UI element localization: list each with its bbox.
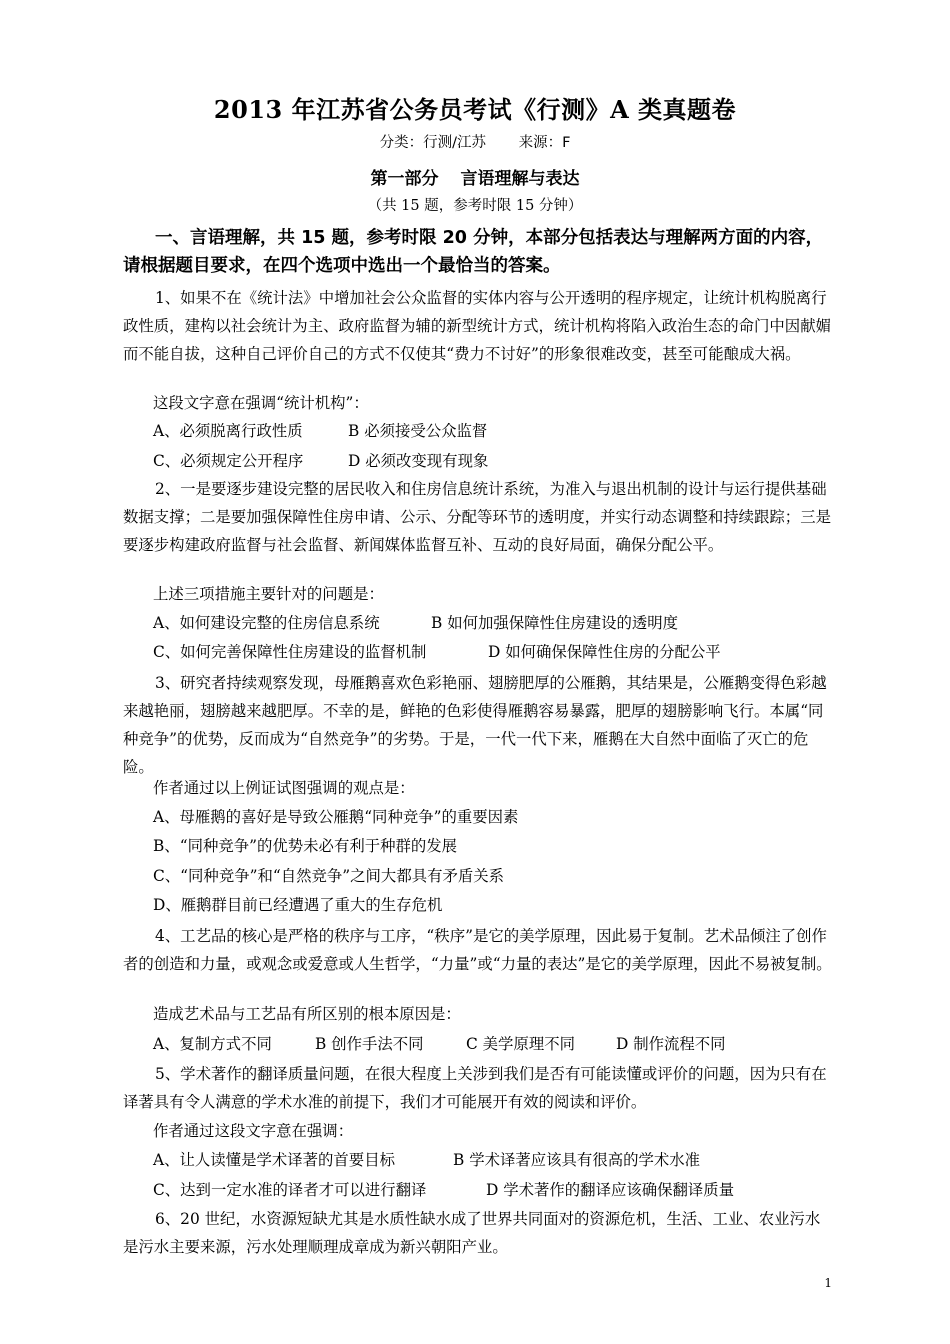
- question-6-text: [123, 1205, 835, 1261]
- question-5-prompt: 作者通过这段文字意在强调：: [153, 1122, 354, 1140]
- question-3-prompt: 作者通过以上例证试图强调的观点是：: [153, 779, 415, 797]
- option-a: A、复制方式不同: [153, 1035, 272, 1053]
- question-stem: 2、一是要逐步建设完整的居民收入和住房信息统计系统，为准入与退出机制的设计与运行提供基础数据支撑；二是要加强保障性住房申请、公示、分配等环节的透明度，并实行动态调整和持续跟踪；三是要逐步构建政府监督与社会监督、新闻媒体监督互补、互动的良好局面，确保分配公平。: [123, 480, 831, 554]
- document-meta: [0, 131, 950, 152]
- option-b: B 创作手法不同: [315, 1035, 424, 1053]
- option-d: D、雁鹅群目前已经遭遇了重大的生存危机: [153, 896, 443, 914]
- option-c: C、必须规定公开程序: [153, 452, 304, 470]
- option-c: C、如何完善保障性住房建设的监督机制: [153, 643, 427, 661]
- option-a: A、如何建设完整的住房信息系统: [153, 614, 380, 632]
- option-a: A、必须脱离行政性质: [153, 422, 303, 440]
- question-1-options-row-1: [153, 417, 487, 445]
- question-2-prompt: 上述三项措施主要针对的问题是：: [153, 585, 384, 603]
- time-limit-note: （共 15 题，参考时限 15 分钟）: [367, 198, 583, 214]
- question-stem: 1、如果不在《统计法》中增加社会公众监督的实体内容与公开透明的程序规定，让统计机构脱离行政性质，建构以社会统计为主、政府监督为辅的新型统计方式，统计机构将陷入政治生态的命门中因献媚而不能自拔，这种自己评价自己的方式不仅使其“费力不讨好”的形象很难改变，甚至可能酿成大祸。: [123, 289, 831, 363]
- option-c: C 美学原理不同: [466, 1035, 576, 1053]
- question-5-text: [123, 1060, 835, 1116]
- question-5-options-row-2: [153, 1176, 734, 1204]
- question-5-options-row-1: [153, 1146, 700, 1174]
- category-label: 分类：行测/江苏: [379, 135, 486, 151]
- option-b: B 学术译著应该具有很高的学术水准: [453, 1151, 701, 1169]
- question-2-options-row-2: [153, 638, 721, 666]
- option-d: D 学术著作的翻译应该确保翻译质量: [486, 1181, 735, 1199]
- option-c: C、“同种竞争”和“自然竞争”之间大都具有矛盾关系: [153, 867, 505, 885]
- question-3-text: [123, 669, 835, 781]
- option-b: B、“同种竞争”的优势未必有利于种群的发展: [153, 837, 458, 855]
- option-c: C、达到一定水准的译者才可以进行翻译: [153, 1181, 427, 1199]
- option-d: D 必须改变现有现象: [348, 452, 489, 470]
- question-2-text: [123, 475, 835, 559]
- question-4-prompt: 造成艺术品与工艺品有所区别的根本原因是：: [153, 1005, 461, 1023]
- option-d: D 如何确保保障性住房的分配公平: [488, 643, 721, 661]
- question-stem: 4、工艺品的核心是严格的秩序与工序，“秩序”是它的美学原理，因此易于复制。艺术品倾注了创作者的创造和力量，或观念或爱意或人生哲学，“力量”或“力量的表达”是它的美学原理，因此不易被复制。: [123, 927, 832, 973]
- page-number: 1: [824, 1276, 832, 1290]
- question-stem: 3、研究者持续观察发现，母雁鹅喜欢色彩艳丽、翅膀肥厚的公雁鹅，其结果是，公雁鹅变得色彩越来越艳丽，翅膀越来越肥厚。不幸的是，鲜艳的色彩使得雁鹅容易暴露，肥厚的翅膀影响飞行。本属“同种竞争”的优势，反而成为“自然竞争”的劣势。于是，一代一代下来，雁鹅在大自然中面临了灭亡的危险。: [123, 674, 827, 776]
- question-4-options-row: [153, 1030, 726, 1058]
- question-1-prompt: 这段文字意在强调“统计机构”：: [153, 394, 369, 412]
- question-1-options-row-2: [153, 447, 488, 475]
- section-heading: 一、言语理解，共 15 题，参考时限 20 分钟，本部分包括表达与理解两方面的内容，请根据题目要求，在四个选项中选出一个最恰当的答案。: [123, 228, 824, 276]
- part-label: 第一部分: [370, 169, 439, 189]
- question-4-text: [123, 922, 835, 978]
- option-d: D 制作流程不同: [616, 1035, 726, 1053]
- option-b: B 必须接受公众监督: [348, 422, 488, 440]
- option-a: A、让人读懂是学术译著的首要目标: [153, 1151, 395, 1169]
- question-2-options-row-1: [153, 609, 678, 637]
- option-a: A、母雁鹅的喜好是导致公雁鹅“同种竞争”的重要因素: [153, 808, 519, 826]
- question-stem: 6、20 世纪，水资源短缺尤其是水质性缺水成了世界共同面对的资源危机，生活、工业、农业污水是污水主要来源，污水处理顺理成章成为新兴朝阳产业。: [123, 1210, 821, 1256]
- part-heading: [0, 164, 950, 189]
- question-stem: 5、学术著作的翻译质量问题，在很大程度上关涉到我们是否有可能读懂或评价的问题，因为只有在译著具有令人满意的学术水准的前提下，我们才可能展开有效的阅读和评价。: [123, 1065, 827, 1111]
- question-1-text: [123, 284, 835, 368]
- document-title: 2013 年江苏省公务员考试《行测》A 类真题卷: [213, 95, 737, 124]
- option-b: B 如何加强保障性住房建设的透明度: [431, 614, 679, 632]
- source-label: 来源：F: [518, 135, 571, 151]
- part-name: 言语理解与表达: [460, 169, 580, 189]
